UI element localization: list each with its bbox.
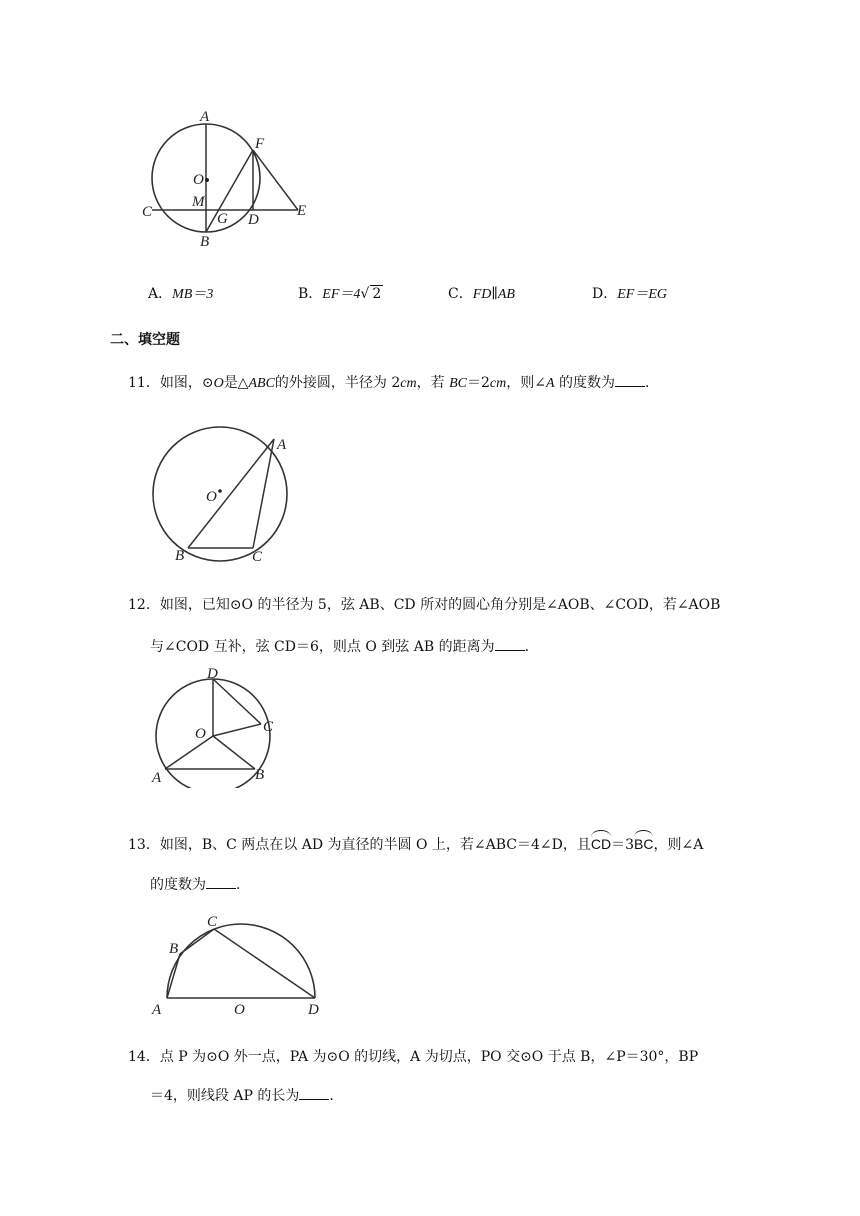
question-12-line2: [150, 636, 529, 657]
q14-end: .: [329, 1088, 334, 1104]
q11-text: 如图，: [159, 375, 202, 391]
q11-text: 是△: [223, 375, 249, 391]
q11-a: A: [545, 376, 555, 391]
label-o: O: [195, 726, 206, 742]
arc-cd: CD: [590, 836, 612, 852]
figure-q12: [145, 668, 285, 788]
q11-text: ，则∠: [506, 375, 546, 391]
q12-line2: 与∠COD 互补，弦 CD＝6，则点 O 到弦 AB 的距离为: [150, 639, 495, 655]
section-title: 二、填空题: [110, 332, 180, 348]
chord-bc: [180, 929, 214, 954]
label-a: A: [152, 1002, 162, 1018]
q11-bc: BC: [449, 376, 467, 391]
radius-ob: [213, 736, 255, 769]
option-text: EF＝EG: [617, 287, 667, 302]
label-b: B: [175, 548, 185, 564]
q11-unit: cm: [489, 376, 507, 391]
label-o: O: [206, 489, 217, 505]
label-e: E: [297, 203, 307, 219]
answer-blank[interactable]: [495, 636, 525, 651]
option-letter: C．: [448, 286, 473, 302]
label-a: A: [200, 109, 210, 125]
figure-q13: [148, 910, 328, 1022]
q12-end: .: [524, 639, 530, 655]
option-a: [148, 284, 213, 305]
question-13: [128, 834, 703, 855]
figure-q11: [140, 425, 310, 565]
label-o: O: [234, 1002, 245, 1018]
label-g: G: [217, 211, 228, 227]
circle-symbol: ⊙: [201, 375, 214, 391]
answer-blank[interactable]: [615, 372, 645, 387]
q11-text: ，若: [416, 375, 450, 391]
q14-line1: 点 P 为⊙O 外一点，PA 为⊙O 的切线，A 为切点，PO 交⊙O 于点 B，∠P＝30°，BP: [159, 1049, 699, 1065]
answer-blank[interactable]: [206, 874, 236, 889]
segment-bf: [206, 150, 253, 232]
q11-text: 的度数为: [554, 375, 615, 391]
label-m: M: [192, 194, 205, 210]
q11-text: ＝2: [466, 375, 490, 391]
question-number: 12．: [128, 597, 160, 613]
question-14-line2: [150, 1085, 334, 1106]
answer-blank[interactable]: [299, 1085, 329, 1100]
q11-end: .: [644, 375, 650, 391]
label-f: F: [255, 136, 265, 152]
label-a: A: [277, 437, 287, 453]
chord-dc: [213, 679, 261, 724]
q12-line1: 如图，已知⊙O 的半径为 5，弦 AB、CD 所对的圆心角分别是∠AOB、∠COD，若∠AOB: [159, 597, 721, 613]
label-c: C: [252, 549, 263, 565]
label-c: C: [207, 914, 218, 930]
question-number: 14．: [128, 1049, 160, 1065]
question-13-line2: [150, 874, 240, 895]
question-11: [128, 372, 649, 394]
option-text: MB＝3: [172, 287, 214, 302]
option-d: [592, 284, 667, 305]
question-number: 11．: [128, 375, 160, 391]
question-14: [128, 1047, 698, 1067]
chord-ab: [167, 954, 180, 998]
q14-line2: ＝4，则线段 AP 的长为: [150, 1088, 300, 1104]
option-c: [448, 284, 515, 305]
option-text: EF＝4: [322, 287, 361, 302]
chord-ba: [188, 439, 274, 548]
center-dot: [218, 489, 222, 493]
label-b: B: [255, 767, 265, 783]
option-letter: D．: [592, 286, 618, 302]
q13-line2: 的度数为: [150, 877, 206, 893]
label-d: D: [248, 212, 259, 228]
question-number: 13．: [128, 837, 160, 853]
label-b: B: [169, 941, 179, 957]
q13-line1a: 如图，B、C 两点在以 AD 为直径的半圆 O 上，若∠ABC＝4∠D，且: [159, 837, 591, 853]
sqrt-radicand: 2: [372, 286, 382, 302]
q13-eq: ＝3: [611, 837, 635, 853]
figure-q10: [140, 108, 340, 253]
chord-ca: [253, 439, 274, 548]
option-letter: B．: [298, 286, 323, 302]
label-d: D: [207, 668, 218, 682]
center-dot: [205, 178, 209, 182]
radius-oc: [213, 724, 261, 736]
option-b: [298, 284, 383, 305]
q11-o: O: [213, 376, 224, 391]
label-a: A: [152, 770, 162, 786]
label-b: B: [200, 234, 210, 250]
question-12: [128, 595, 720, 615]
label-o: O: [193, 172, 204, 188]
semicircle-o: [167, 924, 315, 998]
q13-end: .: [236, 877, 241, 893]
label-d: D: [308, 1002, 319, 1018]
arc-bc: BC: [634, 836, 654, 852]
q11-unit: cm: [400, 376, 417, 391]
label-c: C: [142, 204, 153, 220]
sqrt-sign: √: [360, 286, 370, 302]
option-text: FD∥AB: [472, 287, 515, 302]
label-c: C: [263, 719, 274, 735]
q11-text: 的外接圆，半径为 2: [274, 375, 401, 391]
q11-abc: ABC: [248, 376, 275, 391]
chord-cd: [214, 929, 315, 998]
option-letter: A．: [148, 286, 173, 302]
q13-line1b: ，则∠A: [653, 837, 704, 853]
